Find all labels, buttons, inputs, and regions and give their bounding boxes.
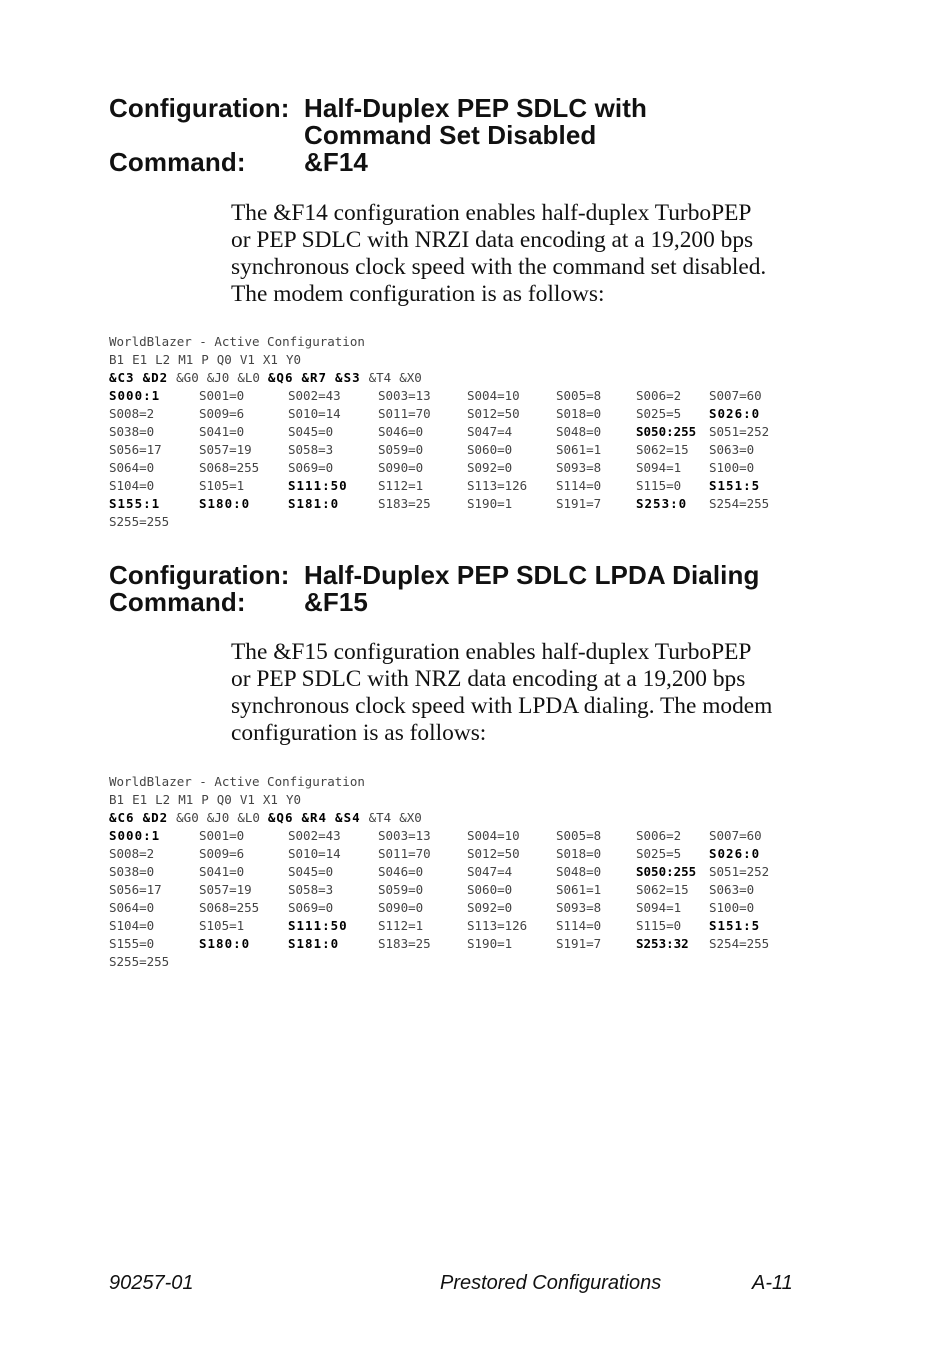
config-line1	[109, 791, 809, 809]
register-cell: S180:0	[199, 936, 251, 951]
config-token: Q0	[216, 352, 232, 367]
register-cell: S026:0	[709, 406, 761, 421]
register-cell: S041=0	[199, 424, 245, 439]
config-token-bold: &C6	[109, 810, 135, 825]
config-token-bold: &Q6	[267, 810, 294, 825]
register-cell: S062=15	[636, 442, 689, 457]
register-cell: S191=7	[556, 496, 602, 511]
config-token: &T4	[368, 370, 392, 385]
config-token: &L0	[237, 810, 260, 825]
config-token: B1	[109, 352, 125, 367]
register-cell: S011=70	[378, 406, 431, 421]
section2-paragraph	[231, 639, 821, 747]
register-cell: S092=0	[467, 900, 513, 915]
section2-command-label: Command:	[109, 587, 246, 617]
config-line1	[109, 351, 809, 369]
register-cell: S058=3	[288, 442, 334, 457]
register-cell: S113=126	[467, 478, 528, 493]
register-cell: S004=10	[467, 388, 520, 403]
register-cell: S008=2	[109, 846, 155, 861]
register-cell: S045=0	[288, 864, 334, 879]
config-token: E1	[132, 792, 148, 807]
register-cell: S094=1	[636, 460, 682, 475]
config-token: &J0	[206, 370, 230, 385]
register-cell: S025=5	[636, 406, 682, 421]
register-cell: S059=0	[378, 882, 424, 897]
section1-command-value: &F14	[304, 147, 368, 177]
register-cell: S090=0	[378, 900, 424, 915]
register-cell: S048=0	[556, 864, 602, 879]
register-cell: S112=1	[378, 478, 424, 493]
register-cell: S111:50	[288, 918, 348, 933]
register-cell: S100=0	[709, 900, 755, 915]
paragraph-line: configuration is as follows:	[231, 720, 487, 746]
register-cell: S069=0	[288, 460, 334, 475]
register-cell: S092=0	[467, 460, 513, 475]
register-cell: S111:50	[288, 478, 348, 493]
config-line2	[109, 369, 809, 387]
register-cell: S056=17	[109, 442, 162, 457]
config-token: V1	[239, 792, 255, 807]
config-token-bold: &S4	[335, 810, 361, 825]
register-cell: S010=14	[288, 846, 341, 861]
register-cell: S183=25	[378, 936, 431, 951]
register-cell: S003=13	[378, 388, 431, 403]
register-cell: S155:1	[109, 496, 161, 511]
register-cell: S056=17	[109, 882, 162, 897]
register-cell: S115=0	[636, 918, 682, 933]
register-cell: S005=8	[556, 828, 602, 843]
config-token: Y0	[285, 792, 302, 807]
register-cell: S005=8	[556, 388, 602, 403]
section2-config-listing	[109, 773, 809, 971]
config-token-bold: &D2	[142, 370, 169, 385]
config-token: Y0	[285, 352, 302, 367]
register-cell: S104=0	[109, 478, 155, 493]
register-cell: S062=15	[636, 882, 689, 897]
register-cell: S255=255	[109, 954, 170, 969]
register-cell: S006=2	[636, 388, 682, 403]
register-grid	[109, 827, 809, 971]
footer-page-number: A-11	[752, 1272, 793, 1294]
register-cell: S064=0	[109, 900, 155, 915]
config-token: P	[201, 352, 209, 367]
config-token-bold: &R4	[301, 810, 328, 825]
config-header: WorldBlazer - Active Configuration	[109, 774, 365, 789]
paragraph-line: The &F15 configuration enables half-duplex TurboPEP	[231, 639, 752, 665]
paragraph-line: synchronous clock speed with the command set disabled.	[231, 254, 767, 280]
config-token: X1	[262, 792, 278, 807]
register-cell: S057=19	[199, 442, 252, 457]
section2-config-label: Configuration:	[109, 560, 290, 590]
config-token-bold: &C3	[109, 370, 135, 385]
paragraph-line: The &F14 configuration enables half-duplex TurboPEP	[231, 200, 752, 226]
config-token: M1	[178, 352, 194, 367]
config-token: &L0	[237, 370, 260, 385]
config-token: P	[201, 792, 209, 807]
register-cell: S190=1	[467, 496, 513, 511]
section1-command-label: Command:	[109, 147, 246, 177]
register-cell: S058=3	[288, 882, 334, 897]
paragraph-line: or PEP SDLC with NRZ data encoding at a 19,200 bps	[231, 666, 746, 692]
register-cell: S059=0	[378, 442, 424, 457]
config-token: E1	[132, 352, 148, 367]
section1-paragraph	[231, 200, 821, 308]
config-token-bold: &D2	[142, 810, 169, 825]
section1-config-listing	[109, 333, 809, 531]
config-token-bold: &Q6	[267, 370, 294, 385]
register-cell: S180:0	[199, 496, 251, 511]
register-cell: S048=0	[556, 424, 602, 439]
register-cell: S018=0	[556, 406, 602, 421]
register-cell: S155=0	[109, 936, 155, 951]
config-token: M1	[178, 792, 194, 807]
register-cell: S050:255	[636, 424, 697, 439]
register-cell: S004=10	[467, 828, 520, 843]
register-cell: S068=255	[199, 460, 260, 475]
register-cell: S105=1	[199, 918, 245, 933]
register-cell: S105=1	[199, 478, 245, 493]
register-cell: S063=0	[709, 882, 755, 897]
register-cell: S190=1	[467, 936, 513, 951]
register-cell: S068=255	[199, 900, 260, 915]
register-cell: S060=0	[467, 442, 513, 457]
register-cell: S090=0	[378, 460, 424, 475]
register-cell: S047=4	[467, 424, 513, 439]
register-cell: S115=0	[636, 478, 682, 493]
config-token: &J0	[206, 810, 230, 825]
register-cell: S063=0	[709, 442, 755, 457]
register-cell: S191=7	[556, 936, 602, 951]
register-cell: S254=255	[709, 936, 770, 951]
register-cell: S181:0	[288, 496, 340, 511]
register-cell: S025=5	[636, 846, 682, 861]
register-cell: S046=0	[378, 864, 424, 879]
register-cell: S181:0	[288, 936, 340, 951]
register-cell: S002=43	[288, 828, 341, 843]
section1-title-line1: Half-Duplex PEP SDLC with	[304, 93, 647, 123]
register-cell: S009=6	[199, 406, 245, 421]
register-cell: S007=60	[709, 388, 762, 403]
config-token: &X0	[399, 370, 422, 385]
register-cell: S041=0	[199, 864, 245, 879]
register-cell: S026:0	[709, 846, 761, 861]
register-cell: S255=255	[109, 514, 170, 529]
paragraph-line: The modem configuration is as follows:	[231, 281, 605, 307]
section1-title-line2: Command Set Disabled	[304, 120, 597, 150]
register-cell: S114=0	[556, 478, 602, 493]
config-token: &G0	[176, 370, 199, 385]
config-token: Q0	[216, 792, 232, 807]
register-cell: S093=8	[556, 460, 602, 475]
register-cell: S050:255	[636, 864, 697, 879]
register-cell: S000:1	[109, 388, 161, 403]
register-cell: S010=14	[288, 406, 341, 421]
register-cell: S151:5	[709, 918, 761, 933]
config-token: &G0	[176, 810, 199, 825]
register-cell: S045=0	[288, 424, 334, 439]
register-cell: S000:1	[109, 828, 161, 843]
register-cell: S038=0	[109, 424, 155, 439]
register-cell: S003=13	[378, 828, 431, 843]
register-cell: S057=19	[199, 882, 252, 897]
register-cell: S114=0	[556, 918, 602, 933]
register-cell: S012=50	[467, 406, 520, 421]
config-token: V1	[239, 352, 255, 367]
register-grid	[109, 387, 809, 531]
register-cell: S094=1	[636, 900, 682, 915]
register-cell: S008=2	[109, 406, 155, 421]
register-cell: S253:0	[636, 496, 688, 511]
register-cell: S104=0	[109, 918, 155, 933]
register-cell: S061=1	[556, 442, 602, 457]
config-token: L2	[155, 792, 171, 807]
register-cell: S002=43	[288, 388, 341, 403]
config-token-bold: &R7	[301, 370, 328, 385]
section2-title-line1: Half-Duplex PEP SDLC LPDA Dialing	[304, 560, 760, 590]
config-token: X1	[262, 352, 278, 367]
register-cell: S007=60	[709, 828, 762, 843]
register-cell: S009=6	[199, 846, 245, 861]
config-token: B1	[109, 792, 125, 807]
register-cell: S047=4	[467, 864, 513, 879]
register-cell: S001=0	[199, 388, 245, 403]
register-cell: S151:5	[709, 478, 761, 493]
register-cell: S060=0	[467, 882, 513, 897]
config-token: &X0	[399, 810, 422, 825]
paragraph-line: or PEP SDLC with NRZI data encoding at a 19,200 bps	[231, 227, 754, 253]
register-cell: S051=252	[709, 424, 770, 439]
paragraph-line: synchronous clock speed with LPDA dialing. The modem	[231, 693, 773, 719]
config-token-bold: &S3	[335, 370, 361, 385]
register-cell: S064=0	[109, 460, 155, 475]
register-cell: S113=126	[467, 918, 528, 933]
register-cell: S093=8	[556, 900, 602, 915]
register-cell: S061=1	[556, 882, 602, 897]
config-header: WorldBlazer - Active Configuration	[109, 334, 365, 349]
section1-config-label: Configuration:	[109, 93, 290, 123]
register-cell: S046=0	[378, 424, 424, 439]
register-cell: S183=25	[378, 496, 431, 511]
register-cell: S018=0	[556, 846, 602, 861]
config-line2	[109, 809, 809, 827]
register-cell: S254=255	[709, 496, 770, 511]
register-cell: S069=0	[288, 900, 334, 915]
config-token: &T4	[368, 810, 392, 825]
register-cell: S001=0	[199, 828, 245, 843]
register-cell: S012=50	[467, 846, 520, 861]
register-cell: S253:32	[636, 936, 689, 951]
register-cell: S011=70	[378, 846, 431, 861]
register-cell: S051=252	[709, 864, 770, 879]
section2-command-value: &F15	[304, 587, 368, 617]
register-cell: S112=1	[378, 918, 424, 933]
register-cell: S100=0	[709, 460, 755, 475]
footer-doc-number: 90257-01	[109, 1272, 194, 1294]
register-cell: S038=0	[109, 864, 155, 879]
register-cell: S006=2	[636, 828, 682, 843]
config-token: L2	[155, 352, 171, 367]
footer-section-title: Prestored Configurations	[440, 1272, 662, 1294]
